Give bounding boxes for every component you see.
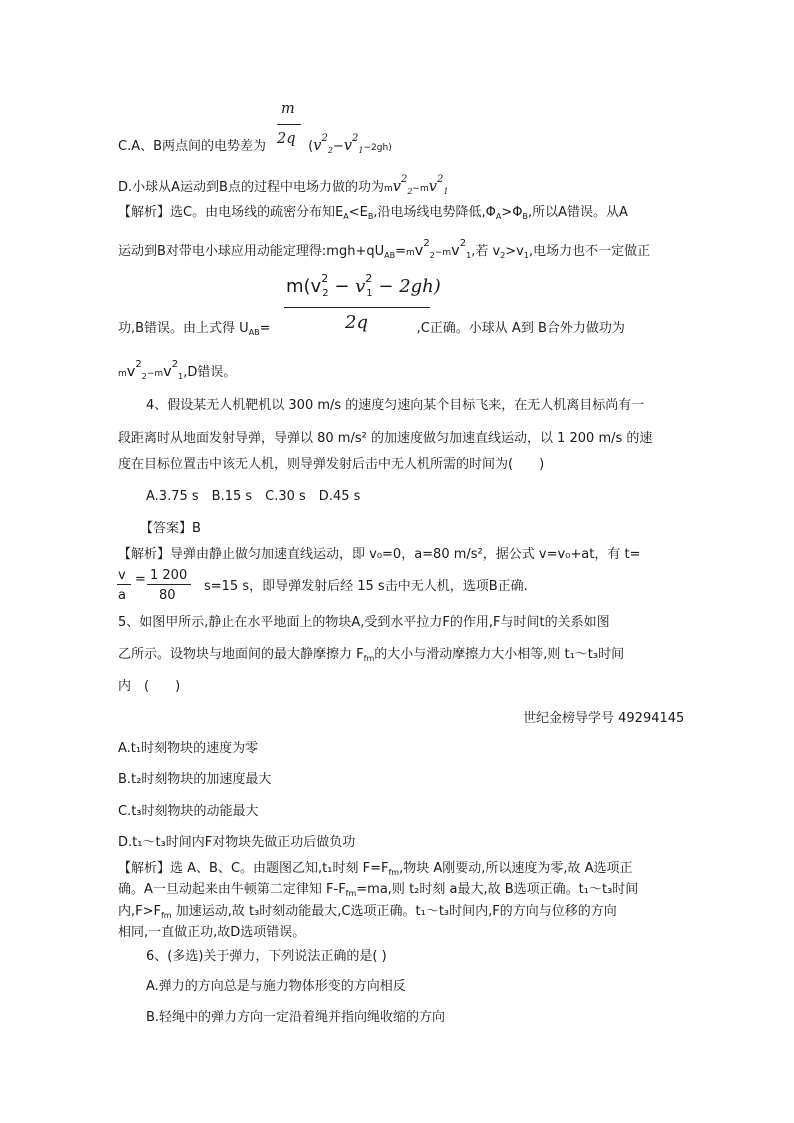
option-c-line: C.A、B两点间的电势差为 $(v^2_2-v^2_1-2gh)$ — [118, 133, 392, 155]
exp-text: <E — [348, 205, 368, 220]
q4-stem-line-1: 4、假设某无人机靶机以 300 m/s 的速度匀速向某个目标飞来，在无人机离目标尚有一 — [146, 398, 645, 413]
q5-option-b: B.t₂时刻物块的加速度最大 — [118, 772, 272, 787]
q5-option-c: C.t₃时刻物块的动能最大 — [118, 804, 259, 819]
q3-explanation-line-4: $mv^2_2-mv^2_1,D$错误。 — [118, 359, 237, 381]
q4-frac2-bar — [147, 584, 191, 585]
q5-exp-text: ,物块 A刚要动,所以速度为零,故 A选项正 — [399, 861, 633, 876]
option-d-line: D.小球从A运动到B点的过程中电场力做的功为$mv^2_2-mv^2_1$ — [118, 174, 449, 196]
option-d-text: D.小球从A运动到B点的过程中电场力做的功为 — [118, 180, 384, 195]
q5-exp-text: 加速运动,故 t₃时刻动能最大,C选项正确。t₁～t₃时间内,F的方向与位移的方向 — [171, 904, 617, 919]
q4-frac1-num: v — [118, 568, 126, 583]
q4-stem-line-3: 度在目标位置击中该无人机，则导弹发射后击中无人机所需的时间为( ) — [118, 457, 545, 472]
exp-text: ,C正确。小球从 A到 B合外力做功为 — [416, 321, 625, 336]
exp-text: ,若 v — [471, 244, 501, 259]
q5-sub: fm — [160, 911, 172, 920]
q5-stem-line-3: 内 ( ) — [118, 679, 181, 694]
q4-frac1-den: a — [118, 588, 126, 603]
q5-option-d: D.t₁～t₃时间内F对物块先做正功后做负功 — [118, 835, 356, 850]
q5-sub: fm — [363, 654, 375, 663]
big-fraction-bar — [284, 307, 430, 308]
q5-explanation-line-3 — [118, 903, 617, 922]
frac-num-text: m(v — [286, 276, 322, 297]
fraction-m-numerator: m — [281, 101, 295, 117]
q5-exp-text: =ma,则 t₂时刻 a最大,故 B选项正确。t₁～t₃时间 — [356, 882, 639, 897]
q4-options: A.3.75 s B.15 s C.30 s D.45 s — [146, 489, 361, 504]
option-c-tail: 2gh) — [371, 143, 392, 153]
q5-exp-text: 确。A一旦动起来由牛顿第二定律知 F-F — [118, 882, 346, 897]
q3-explanation-line-1: 【解析】选C。由电场线的疏密分布知$E_A<E_B$,沿电场线电势降低$,\Phi_A>\Phi_B$,所以A错误。从A — [118, 205, 628, 221]
q5-stem-line-1: 5、如图甲所示,静止在水平地面上的物块A,受到水平拉力F的作用,F与时间t的关系如图 — [118, 615, 610, 630]
q4-frac2-den: 80 — [159, 588, 176, 603]
q5-exp-text: 内,F>F — [118, 904, 161, 919]
q4-stem-line-2: 段距离时从地面发射导弹，导弹以 80 m/s² 的加速度做匀加速直线运动，以 1 200 m/s 的速 — [118, 431, 653, 446]
exp-text: = — [259, 321, 271, 336]
fraction-2q-denominator: 2q — [277, 131, 296, 147]
q4-frac1-bar — [117, 584, 131, 585]
exp-text: 运动到B对带电小球应用动能定理得:mgh+qU — [118, 244, 385, 259]
exp-text: >Φ — [501, 205, 523, 220]
big-fraction-denominator: 2q — [345, 312, 368, 333]
q4-answer: 【答案】B — [140, 521, 201, 536]
q6-option-a: A.弹力的方向总是与施力物体形变的方向相反 — [146, 979, 406, 994]
q6-stem: 6、(多选)关于弹力，下列说法正确的是( ) — [146, 949, 387, 964]
q5-stem-line-2 — [118, 646, 624, 665]
q3-explanation-line-2: 运动到B对带电小球应用动能定理得$:mgh+qU_{AB}=mv^2_2-mv^2_1$,若 $v_2>v_1$,电场力也不一定做正 — [118, 238, 651, 260]
q5-explanation-line-2 — [118, 881, 638, 900]
option-c-text: C.A、B两点间的电势差为 — [118, 139, 267, 154]
big-fraction-numerator: $m(v^2_2 - v^2_1 - 2gh)$ — [286, 272, 441, 299]
q4-frac2-num: 1 200 — [150, 568, 188, 583]
fraction-bar — [277, 124, 301, 125]
q4-eq-1: = — [135, 572, 146, 587]
q4-explanation-line-2: s=15 s，即导弹发射后经 15 s击中无人机，选项B正确. — [204, 579, 528, 594]
q5-text: 乙所示。设物块与地面间的最大静摩擦力 F — [118, 647, 364, 662]
q5-sub: fm — [345, 889, 357, 898]
frac-num-tail: − 2gh) — [372, 276, 441, 297]
exp-text: ,电场力也不一定做正 — [528, 244, 651, 259]
exp-text: = — [395, 244, 406, 259]
exp-text: 【解析】选C。由电场线的疏密分布知E — [118, 205, 344, 220]
exp-text: ,D错误。 — [183, 365, 237, 380]
q4-explanation-line-1: 【解析】导弹由静止做匀加速直线运动，即 v₀=0，a=80 m/s²，据公式 v=v₀+at，有 t= — [118, 547, 641, 562]
q5-explanation-line-4: 相同,一直做正功,故D选项错误。 — [118, 925, 306, 940]
exp-text: >v — [505, 244, 524, 259]
q5-sub: fm — [388, 868, 400, 877]
q5-explanation-line-1 — [118, 860, 633, 879]
q5-exp-text: 【解析】选 A、B、C。由题图乙知,t₁时刻 F=F — [118, 861, 389, 876]
exp-text: ,沿电场线电势降低,Φ — [373, 205, 496, 220]
q6-option-b: B.轻绳中的弹力方向一定沿着绳并指向绳收缩的方向 — [146, 1010, 446, 1025]
q5-guide-code: 世纪金榜导学号 49294145 — [523, 711, 685, 726]
exp-text: 功,B错误。由上式得 U — [118, 321, 249, 336]
q5-text: 的大小与滑动摩擦力大小相等,则 t₁～t₃时间 — [374, 647, 625, 662]
exp-text: ,所以A错误。从A — [528, 205, 628, 220]
q3-explanation-line-3: 功,B错误。由上式得 $U_{AB}= ,C$正确。小球从 A到 B合外力做功为 — [118, 321, 625, 337]
q5-option-a: A.t₁时刻物块的速度为零 — [118, 741, 259, 756]
